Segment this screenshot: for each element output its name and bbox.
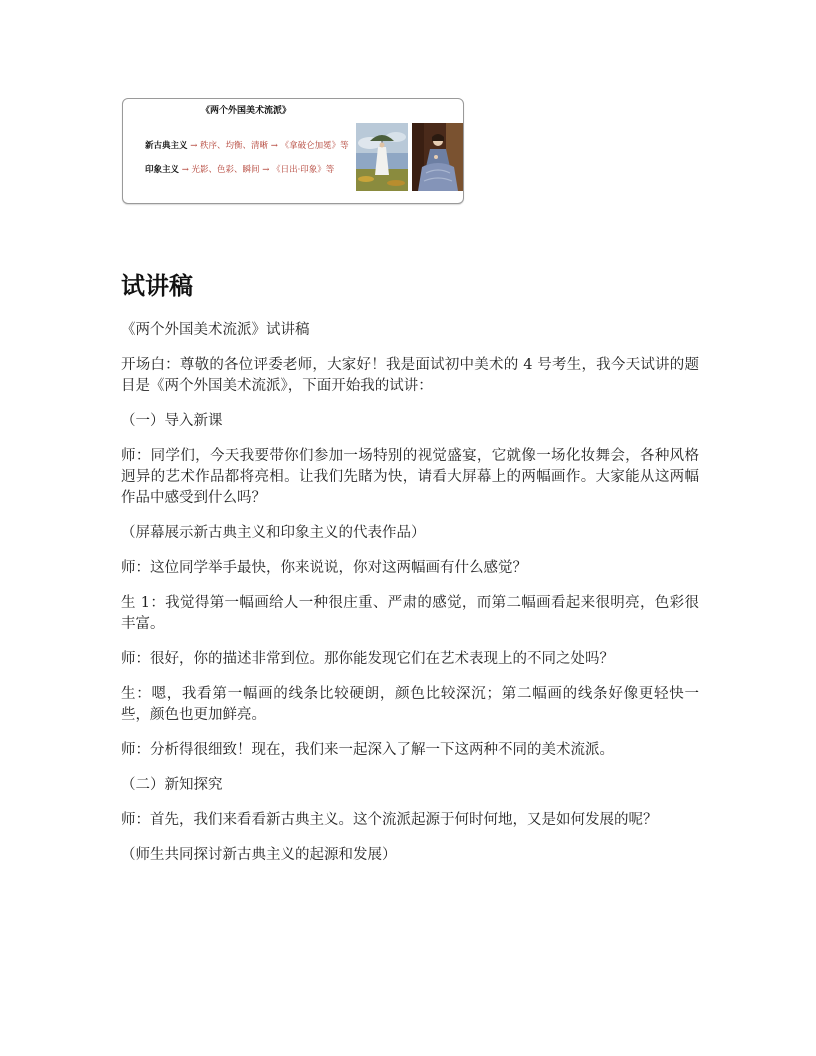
doc-title-line: 《两个外国美术流派》试讲稿: [121, 322, 310, 338]
slide-line-label: 新古典主义: [145, 141, 188, 151]
stage-direction: （师生共同探讨新古典主义的起源和发展）: [121, 847, 397, 863]
slide-line-neoclassicism: [145, 139, 349, 151]
page-heading: 试讲稿: [121, 272, 193, 300]
impressionist-painting: [356, 123, 408, 191]
slide-line-text: → 光影、色彩、瞬间 → 《日出·印象》等: [179, 165, 335, 175]
stage-direction: （屏幕展示新古典主义和印象主义的代表作品）: [121, 525, 426, 541]
section-heading: （一）导入新课: [121, 413, 223, 429]
slide-line-impressionism: [145, 163, 334, 175]
paragraph: 生：嗯，我看第一幅画的线条比较硬朗，颜色比较深沉；第二幅画的线条好像更轻快一些，颜色也更加鲜亮。: [121, 686, 699, 723]
opening-paragraph: 开场白：尊敬的各位评委老师，大家好！我是面试初中美术的 4 号考生，我今天试讲的题目是《两个外国美术流派》，下面开始我的试讲：: [121, 357, 699, 394]
slide-title: 《两个外国美术流派》: [201, 106, 292, 116]
neoclassical-painting: [412, 123, 464, 191]
paragraph: 师：首先，我们来看看新古典主义。这个流派起源于何时何地，又是如何发展的呢？: [121, 812, 658, 828]
paragraph: 师：分析得很细致！现在，我们来一起深入了解一下这两种不同的美术流派。: [121, 742, 614, 758]
slide-line-label: 印象主义: [145, 165, 180, 175]
slide-image: [122, 98, 464, 204]
speech-content: [121, 320, 699, 880]
paragraph: 生 1：我觉得第一幅画给人一种很庄重、严肃的感觉，而第二幅画看起来很明亮，色彩很丰富。: [121, 595, 699, 632]
section-heading: （二）新知探究: [121, 777, 223, 793]
paragraph: 师：这位同学举手最快，你来说说，你对这两幅画有什么感觉？: [121, 560, 527, 576]
paragraph: 师：同学们，今天我要带你们参加一场特别的视觉盛宴，它就像一场化妆舞会，各种风格迥异的艺术作品都将亮相。让我们先睹为快，请看大屏幕上的两幅画作。大家能从这两幅作品中感受到什么吗？: [121, 448, 699, 506]
paragraph: 师：很好，你的描述非常到位。那你能发现它们在艺术表现上的不同之处吗？: [121, 651, 614, 667]
slide-line-text: → 秩序、均衡、清晰 → 《拿破仑加冕》等: [187, 141, 349, 151]
